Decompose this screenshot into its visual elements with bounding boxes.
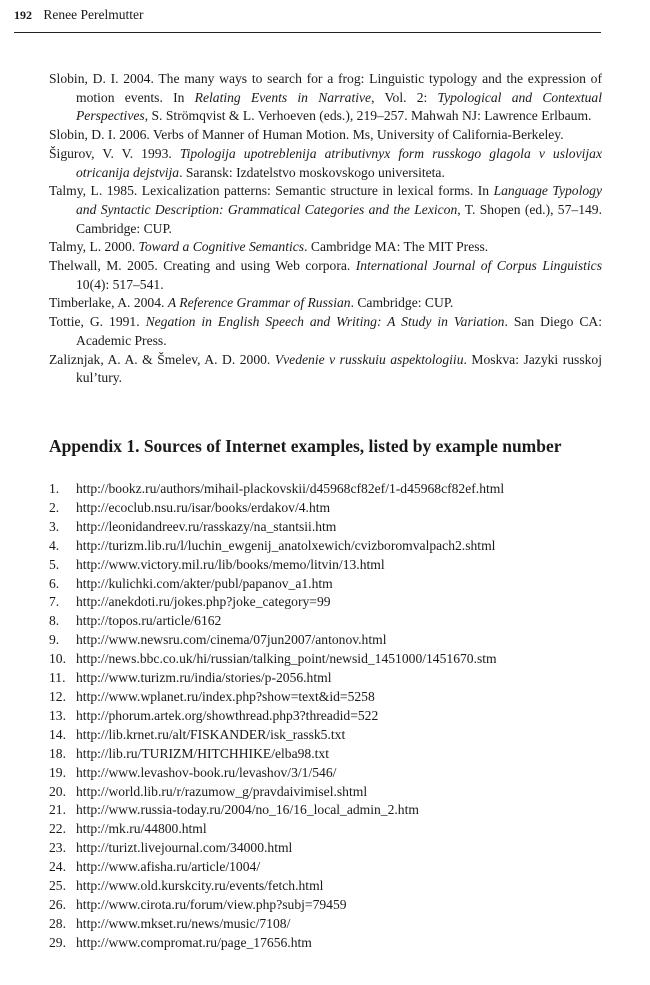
reference-title: Toward a Cognitive Semantics bbox=[138, 239, 305, 255]
source-number: 8. bbox=[49, 613, 60, 629]
source-url: http://www.newsru.com/cinema/07jun2007/antonov.html bbox=[76, 632, 387, 648]
source-item bbox=[49, 480, 609, 499]
source-item bbox=[49, 915, 609, 934]
source-item bbox=[49, 858, 609, 877]
reference-title: Relating Events in Narrative bbox=[194, 89, 372, 105]
source-item bbox=[49, 631, 609, 650]
reference-entry bbox=[49, 351, 602, 388]
source-url: http://kulichki.com/akter/publ/papanov_a1.htm bbox=[76, 575, 333, 591]
source-number: 9. bbox=[49, 632, 60, 648]
source-item bbox=[49, 499, 609, 518]
source-item bbox=[49, 839, 609, 858]
source-url: http://anekdoti.ru/jokes.php?joke_category=99 bbox=[76, 594, 331, 610]
source-url: http://lib.ru/TURIZM/HITCHHIKE/elba98.txt bbox=[76, 745, 329, 761]
source-item bbox=[49, 783, 609, 802]
source-number: 23. bbox=[49, 840, 66, 856]
reference-entry bbox=[49, 145, 602, 182]
reference-list bbox=[49, 70, 602, 388]
source-item bbox=[49, 537, 609, 556]
reference-text: . Cambridge: CUP. bbox=[350, 295, 454, 311]
page-number: 192 bbox=[14, 8, 32, 22]
source-url: http://leonidandreev.ru/rasskazy/na_stantsii.htm bbox=[76, 518, 337, 534]
source-number: 14. bbox=[49, 726, 66, 742]
source-number: 20. bbox=[49, 783, 66, 799]
running-head bbox=[14, 7, 601, 33]
running-head-author: Renee Perelmutter bbox=[43, 7, 144, 22]
source-url: http://ecoclub.nsu.ru/isar/books/erdakov/4.htm bbox=[76, 499, 331, 515]
source-number: 11. bbox=[49, 670, 66, 686]
reference-text: . Cambridge MA: The MIT Press. bbox=[304, 239, 489, 255]
source-item bbox=[49, 669, 609, 688]
source-item bbox=[49, 688, 609, 707]
source-number: 2. bbox=[49, 499, 60, 515]
reference-entry bbox=[49, 70, 602, 126]
reference-entry bbox=[49, 257, 602, 294]
reference-text: Zaliznjak, A. A. & Šmelev, A. D. 2000. bbox=[49, 351, 275, 367]
source-url: http://www.levashov-book.ru/levashov/3/1/546/ bbox=[76, 764, 337, 780]
source-item bbox=[49, 707, 609, 726]
reference-text: Tottie, G. 1991. bbox=[49, 314, 146, 330]
source-url: http://topos.ru/article/6162 bbox=[76, 613, 222, 629]
reference-text: Timberlake, A. 2004. bbox=[49, 295, 168, 311]
source-url: http://www.compromat.ru/page_17656.htm bbox=[76, 934, 312, 950]
source-item bbox=[49, 820, 609, 839]
source-number: 25. bbox=[49, 878, 66, 894]
source-number: 22. bbox=[49, 821, 66, 837]
source-number: 5. bbox=[49, 556, 60, 572]
reference-title: Vvedenie v russkuiu aspektologiiu bbox=[274, 351, 464, 367]
reference-entry bbox=[49, 126, 602, 145]
source-number: 29. bbox=[49, 934, 66, 950]
source-number: 10. bbox=[49, 651, 66, 667]
source-url: http://www.victory.mil.ru/lib/books/memo/litvin/13.html bbox=[76, 556, 385, 572]
source-url: http://lib.krnet.ru/alt/FISKANDER/isk_rassk5.txt bbox=[76, 726, 346, 742]
source-item bbox=[49, 764, 609, 783]
source-item bbox=[49, 745, 609, 764]
source-number: 24. bbox=[49, 859, 66, 875]
source-item bbox=[49, 575, 609, 594]
source-url: http://www.old.kurskcity.ru/events/fetch.html bbox=[76, 878, 324, 894]
reference-text: Talmy, L. 1985. Lexicalization patterns: Semantic structure in lexical forms. In bbox=[49, 183, 494, 199]
source-number: 21. bbox=[49, 802, 66, 818]
source-item bbox=[49, 934, 609, 953]
reference-title: Tipologija upotreblenija atributivnyx form russkogo glagola v uslovijax otricanija dejstvija bbox=[76, 145, 602, 180]
source-url-list bbox=[49, 480, 609, 953]
source-url: http://turizt.livejournal.com/34000.html bbox=[76, 840, 293, 856]
source-url: http://www.russia-today.ru/2004/no_16/16_local_admin_2.htm bbox=[76, 802, 419, 818]
source-number: 19. bbox=[49, 764, 66, 780]
source-item bbox=[49, 726, 609, 745]
reference-text: , Vol. 2: bbox=[371, 89, 438, 105]
reference-title: Typological and Contextual Perspectives bbox=[76, 89, 602, 124]
source-item bbox=[49, 518, 609, 537]
reference-entry bbox=[49, 313, 602, 350]
reference-title: Language Typology and Syntactic Description: Grammatical Categories and the Lexicon bbox=[76, 183, 603, 217]
source-number: 26. bbox=[49, 896, 66, 912]
reference-text: . Moskva: Jazyki russkoj kul’tury. bbox=[76, 351, 602, 386]
source-item bbox=[49, 896, 609, 915]
source-item bbox=[49, 612, 609, 631]
reference-title: Negation in English Speech and Writing: A Study in Variation bbox=[145, 314, 505, 330]
reference-title: A Reference Grammar of Russian bbox=[167, 295, 351, 311]
source-url: http://news.bbc.co.uk/hi/russian/talking_point/newsid_1451000/1451670.stm bbox=[76, 651, 497, 667]
source-url: http://bookz.ru/authors/mihail-plackovskii/d45968cf82ef/1-d45968cf82ef.html bbox=[76, 481, 505, 496]
source-number: 12. bbox=[49, 688, 66, 704]
source-url: http://phorum.artek.org/showthread.php3?threadid=522 bbox=[76, 707, 379, 723]
source-url: http://www.cirota.ru/forum/view.php?subj=79459 bbox=[76, 896, 347, 912]
source-item bbox=[49, 877, 609, 896]
source-url: http://world.lib.ru/r/razumow_g/pravdaivimisel.shtml bbox=[76, 783, 368, 799]
source-url: http://www.mkset.ru/news/music/7108/ bbox=[76, 915, 291, 931]
source-number: 7. bbox=[49, 594, 60, 610]
reference-entry bbox=[49, 294, 602, 313]
reference-entry bbox=[49, 238, 602, 257]
source-item bbox=[49, 801, 609, 820]
reference-text: , T. Shopen (ed.), 57–149. Cambridge: CUP. bbox=[76, 201, 602, 236]
source-number: 6. bbox=[49, 575, 60, 591]
reference-text: Šigurov, V. V. 1993. bbox=[49, 145, 180, 161]
source-url: http://www.turizm.ru/india/stories/p-2056.html bbox=[76, 670, 332, 686]
source-number: 3. bbox=[49, 518, 60, 534]
reference-text: . San Diego CA: Academic Press. bbox=[76, 314, 602, 348]
source-number: 4. bbox=[49, 537, 60, 553]
reference-text: . Saransk: Izdatelstvo moskovskogo universiteta. bbox=[179, 164, 445, 180]
reference-text: Thelwall, M. 2005. Creating and using Web corpora. bbox=[49, 258, 356, 274]
source-item bbox=[49, 593, 609, 612]
reference-text: 10(4): 517–541. bbox=[76, 276, 164, 292]
source-url: http://www.wplanet.ru/index.php?show=text&id=5258 bbox=[76, 688, 375, 704]
source-item bbox=[49, 556, 609, 575]
source-item bbox=[49, 650, 609, 669]
reference-text: Talmy, L. 2000. bbox=[49, 239, 139, 255]
reference-text: Slobin, D. I. 2006. Verbs of Manner of Human Motion. Ms, University of California-Berkeley. bbox=[49, 127, 564, 143]
source-url: http://turizm.lib.ru/l/luchin_ewgenij_anatolxewich/cvizboromvalpach2.shtml bbox=[76, 537, 496, 553]
source-number: 13. bbox=[49, 707, 66, 723]
source-number: 18. bbox=[49, 745, 66, 761]
source-url: http://www.afisha.ru/article/1004/ bbox=[76, 859, 261, 875]
reference-text: Slobin, D. I. 2004. The many ways to search for a frog: Linguistic typology and the expression of motion events. In bbox=[49, 71, 602, 105]
source-number: 1. bbox=[49, 481, 60, 496]
reference-title: International Journal of Corpus Linguistics bbox=[355, 258, 602, 274]
reference-entry bbox=[49, 182, 602, 238]
appendix-title: Appendix 1. Sources of Internet examples, listed by example number bbox=[49, 436, 562, 456]
reference-text: , S. Strömqvist & L. Verhoeven (eds.), 219–257. Mahwah NJ: Lawrence Erlbaum. bbox=[144, 108, 592, 124]
source-url: http://mk.ru/44800.html bbox=[76, 821, 207, 837]
source-number: 28. bbox=[49, 915, 66, 931]
